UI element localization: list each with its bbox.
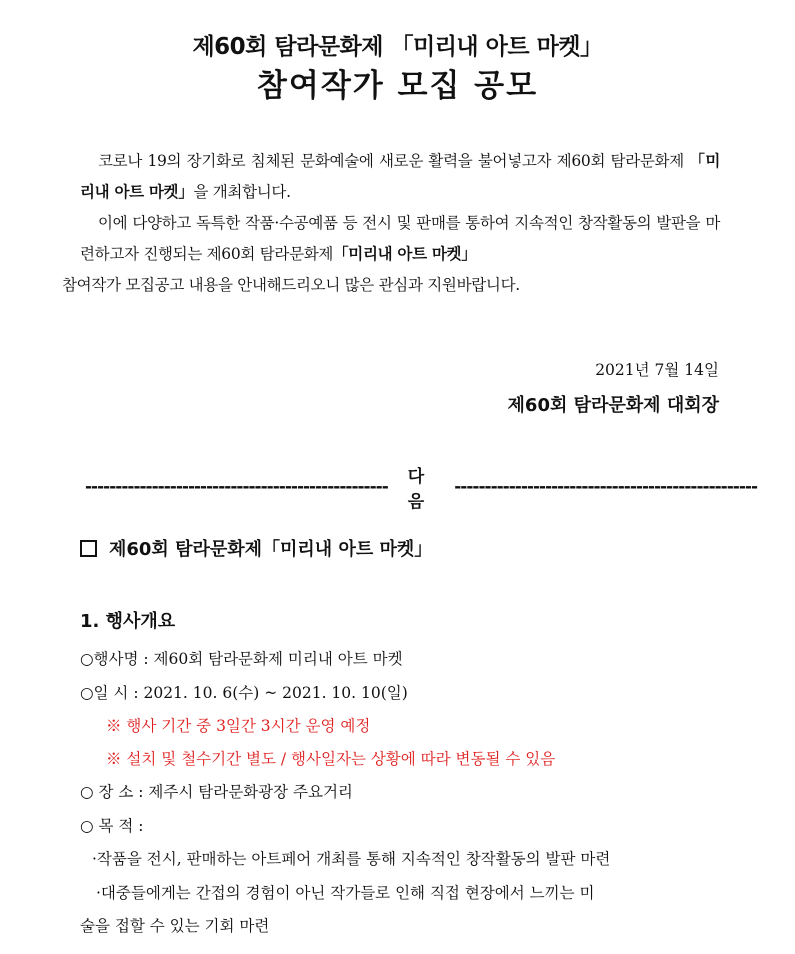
document-title: 제60회 탐라문화제 「미리내 아트 마켓」 — [192, 34, 603, 60]
intro-p2-bold: 「미리내 아트 마켓」 — [333, 245, 477, 263]
event-place-line: ○ 장 소 : 제주시 탐라문화광장 주요거리 — [80, 783, 353, 801]
purpose-item-2-cont: 술을 접할 수 있는 기회 마련 — [80, 917, 270, 935]
overview-heading: 1. 행사개요 — [80, 611, 176, 632]
organizer-name: 제60회 탐라문화제 대회장 — [507, 395, 719, 416]
event-date-line: ○일 시 : 2021. 10. 6(수) ~ 2021. 10. 10(일) — [80, 684, 408, 702]
intro-p1-text: 코로나 19의 장기화로 침체된 문화예술에 새로운 활력을 불어넣고자 제60회 탐라문화제 — [98, 152, 690, 170]
event-purpose-line: ○ 목 적 : — [80, 817, 144, 835]
intro-p1-end: 을 개최합니다. — [193, 183, 291, 201]
section-divider — [85, 462, 758, 512]
intro-p2-end: 참여작가 모집공고 내용을 안내해드리오니 많은 관심과 지원바랍니다. — [62, 276, 520, 294]
purpose-item-2: ·대중들에게는 간접의 경험이 아닌 작가들로 인해 직접 현장에서 느끼는 미 — [96, 884, 595, 902]
intro-text — [62, 146, 720, 301]
section-box-label: 제60회 탐라문화제「미리내 아트 마켓」 — [109, 539, 433, 560]
purpose-item-1: ·작품을 전시, 판매하는 아트페어 개최를 통해 지속적인 창작활동의 발판 마련 — [92, 850, 611, 868]
divider-line-left: -------------------------------------------------- — [85, 477, 388, 497]
intro-p1-bold: 「미리내 아트 마켓」 — [80, 152, 720, 201]
event-name-line: ○행사명 : 제60회 탐라문화제 미리내 아트 마켓 — [80, 650, 403, 668]
event-note-1: ※ 행사 기간 중 3일간 3시간 운영 예정 — [106, 717, 371, 735]
intro-paragraph-1 — [80, 146, 720, 208]
divider-word: 다음 — [407, 467, 459, 512]
event-note-2: ※ 설치 및 철수기간 별도 / 행사일자는 상황에 따라 변동될 수 있음 — [106, 750, 556, 768]
intro-paragraph-2 — [62, 208, 720, 301]
section-box-heading — [80, 535, 432, 561]
divider-line-right: -------------------------------------------------- — [454, 477, 758, 497]
checkbox-square-icon — [80, 540, 97, 557]
announcement-date: 2021년 7월 14일 — [595, 361, 719, 379]
document-subtitle: 참여작가 모집 공모 — [256, 68, 539, 104]
intro-p2-text: 이에 다양하고 독특한 작품·수공예품 등 전시 및 판매를 통하여 지속적인 창작활동의 발판을 마련하고자 진행되는 제60회 탐라문화제 — [80, 214, 720, 263]
